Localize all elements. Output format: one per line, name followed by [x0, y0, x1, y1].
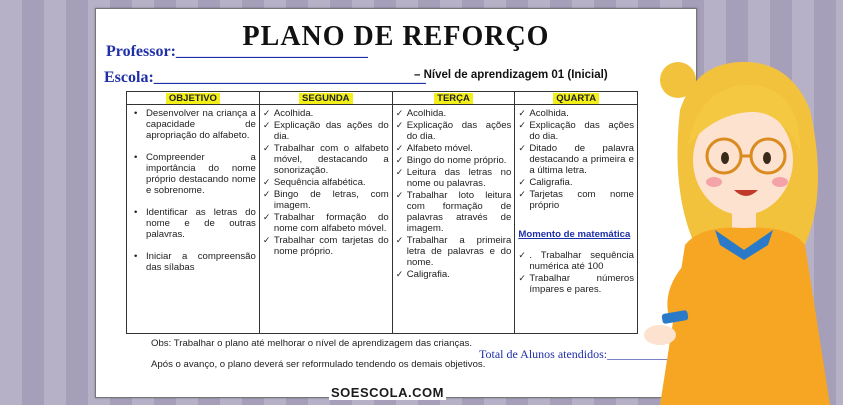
list-item: ✓ Tarjetas com nome próprio	[518, 189, 634, 211]
list-item: ✓ Acolhida.	[396, 108, 512, 119]
header-objetivo: OBJETIVO	[127, 92, 260, 105]
header-quarta: QUARTA	[515, 92, 638, 105]
list-item: ✓ Explicação das ações do dia.	[518, 120, 634, 142]
professor-field: Professor:________________________	[106, 43, 368, 60]
list-item: • Iniciar a compreensão das sílabas	[130, 251, 256, 273]
list-item: ✓ Acolhida.	[518, 108, 634, 119]
list-item: ✓ Caligrafia.	[396, 269, 512, 280]
list-item: ✓ Trabalhar formação do nome com alfabeto móvel.	[263, 212, 389, 234]
list-item: ✓ Trabalhar loto leitura com formação de palavras através de imagem.	[396, 190, 512, 234]
observation-2: Após o avanço, o plano deverá ser reformulado tendendo os demais objetivos.	[151, 359, 486, 370]
quarta-cell	[515, 105, 638, 334]
plan-table	[126, 91, 638, 334]
list-item: ✓ Leitura das letras no nome ou palavras.	[396, 167, 512, 189]
list-item: ✓ Explicação das ações do dia.	[396, 120, 512, 142]
observation-1: Obs: Trabalhar o plano até melhorar o nível de aprendizagem das crianças.	[151, 338, 473, 349]
total-students-field: Total de Alunos atendidos:__________	[479, 347, 668, 361]
terca-cell	[392, 105, 515, 334]
header-segunda: SEGUNDA	[259, 92, 392, 105]
objetivo-cell	[127, 105, 260, 334]
segunda-cell	[259, 105, 392, 334]
list-item: ✓ Sequência alfabética.	[263, 177, 389, 188]
list-item: ✓ Caligrafia.	[518, 177, 634, 188]
header-terca: TERÇA	[392, 92, 515, 105]
teacher-illustration	[640, 50, 843, 405]
list-item: • Desenvolver na criança a capacidade de apropriação do alfabeto.	[130, 108, 256, 141]
brand-logo: SOESCOLA.COM	[331, 385, 444, 400]
nivel-label: – Nível de aprendizagem 01 (Inicial)	[414, 69, 608, 81]
list-item: ✓ Bingo do nome próprio.	[396, 155, 512, 166]
document-title: PLANO DE REFORÇO	[242, 21, 550, 52]
escola-field: Escola:__________________________________	[104, 69, 426, 86]
list-item: ✓ Trabalhar números ímpares e pares.	[518, 273, 634, 295]
list-item: ✓ Trabalhar com tarjetas do nome próprio.	[263, 235, 389, 257]
list-item: ✓ Trabalhar com o alfabeto móvel, destacando a sonorização.	[263, 143, 389, 176]
list-item: ✓ Bingo de letras, com imagem.	[263, 189, 389, 211]
list-item: ✓ Acolhida.	[263, 108, 389, 119]
lesson-plan-sheet	[95, 8, 697, 398]
math-title: Momento de matemática	[518, 229, 631, 240]
list-item: • Compreender a importância do nome próprio destacando nome e sobrenome.	[130, 152, 256, 196]
list-item: ✓ Explicação das ações do dia.	[263, 120, 389, 142]
list-item: • Identificar as letras do nome e de outras palavras.	[130, 207, 256, 240]
list-item: ✓ . Trabalhar sequência numérica até 100	[518, 250, 634, 272]
list-item: ✓ Alfabeto móvel.	[396, 143, 512, 154]
list-item: ✓ Trabalhar a primeira letra de palavras e do nome.	[396, 235, 512, 268]
list-item: ✓ Ditado de palavra destacando a primeira e a última letra.	[518, 143, 634, 176]
